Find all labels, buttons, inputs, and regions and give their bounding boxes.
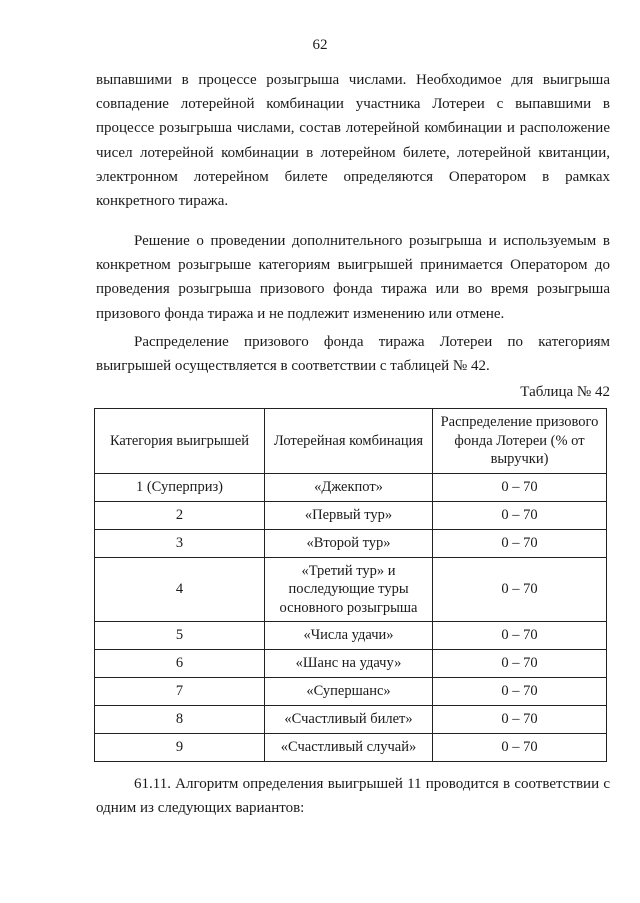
cell-category: 6 [95,650,265,678]
paragraph-additional-draw [96,229,610,326]
table-row [95,734,607,762]
cell-combination: «Первый тур» [265,502,433,530]
cell-category: 9 [95,734,265,762]
cell-combination: «Третий тур» и последующие туры основного розыгрыша [265,558,433,622]
cell-distribution: 0 – 70 [433,502,607,530]
cell-distribution: 0 – 70 [433,734,607,762]
paragraph-algorithm [96,772,610,820]
cell-category: 3 [95,530,265,558]
cell-category: 7 [95,678,265,706]
table-row [95,622,607,650]
cell-distribution: 0 – 70 [433,622,607,650]
cell-distribution: 0 – 70 [433,530,607,558]
table-row [95,706,607,734]
table-row [95,650,607,678]
header-category: Категория выигрышей [95,409,265,474]
table-row [95,678,607,706]
header-distribution: Распределение призового фонда Лотереи (% от выручки) [433,409,607,474]
cell-combination: «Шанс на удачу» [265,650,433,678]
paragraph-prize-distribution-text: Распределение призового фонда тиража Лотереи по категориям выигрышей осуществляется в соответствии с таблицей № 42. [96,334,610,375]
cell-combination: «Супершанс» [265,678,433,706]
cell-combination: «Счастливый билет» [265,706,433,734]
header-combination: Лотерейная комбинация [265,409,433,474]
paragraph-prize-distribution [96,330,610,378]
table-header-row [95,409,607,474]
paragraph-algorithm-text: 61.11. Алгоритм определения выигрышей 11 проводится в соответствии с одним из следующих вариантов: [96,776,610,817]
prize-distribution-table [94,408,607,762]
table-row [95,474,607,502]
table-caption: Таблица № 42 [520,384,610,400]
cell-distribution: 0 – 70 [433,650,607,678]
paragraph-continuation: выпавшими в процессе розыгрыша числами. Необходимое для выигрыша совпадение лотерейной комбинации участника Лотереи с выпавшими в процессе розыгрыша числами, состав лотерейной комбинации и расположение чисел лотерейной комбинации в лотерейном билете, лотерейной квитанции, электронном лотерейном билете определяются Оператором в рамках конкретного тиража. [96,72,610,210]
table-row [95,502,607,530]
cell-combination: «Джекпот» [265,474,433,502]
cell-combination: «Счастливый случай» [265,734,433,762]
cell-category: 4 [95,558,265,622]
table-row [95,558,607,622]
cell-category: 5 [95,622,265,650]
table-row [95,530,607,558]
cell-distribution: 0 – 70 [433,678,607,706]
paragraph-additional-draw-text: Решение о проведении дополнительного розыгрыша и используемым в конкретном розыгрыше категориям выигрышей принимается Оператором до проведения розыгрыша призового фонда тиража или во время розыгрыша призового фонда тиража и не подлежит изменению или отмене. [96,233,610,322]
cell-category: 2 [95,502,265,530]
page-number: 62 [312,37,328,53]
cell-combination: «Второй тур» [265,530,433,558]
cell-distribution: 0 – 70 [433,474,607,502]
cell-category: 8 [95,706,265,734]
cell-distribution: 0 – 70 [433,558,607,622]
cell-combination: «Числа удачи» [265,622,433,650]
cell-distribution: 0 – 70 [433,706,607,734]
cell-category: 1 (Суперприз) [95,474,265,502]
